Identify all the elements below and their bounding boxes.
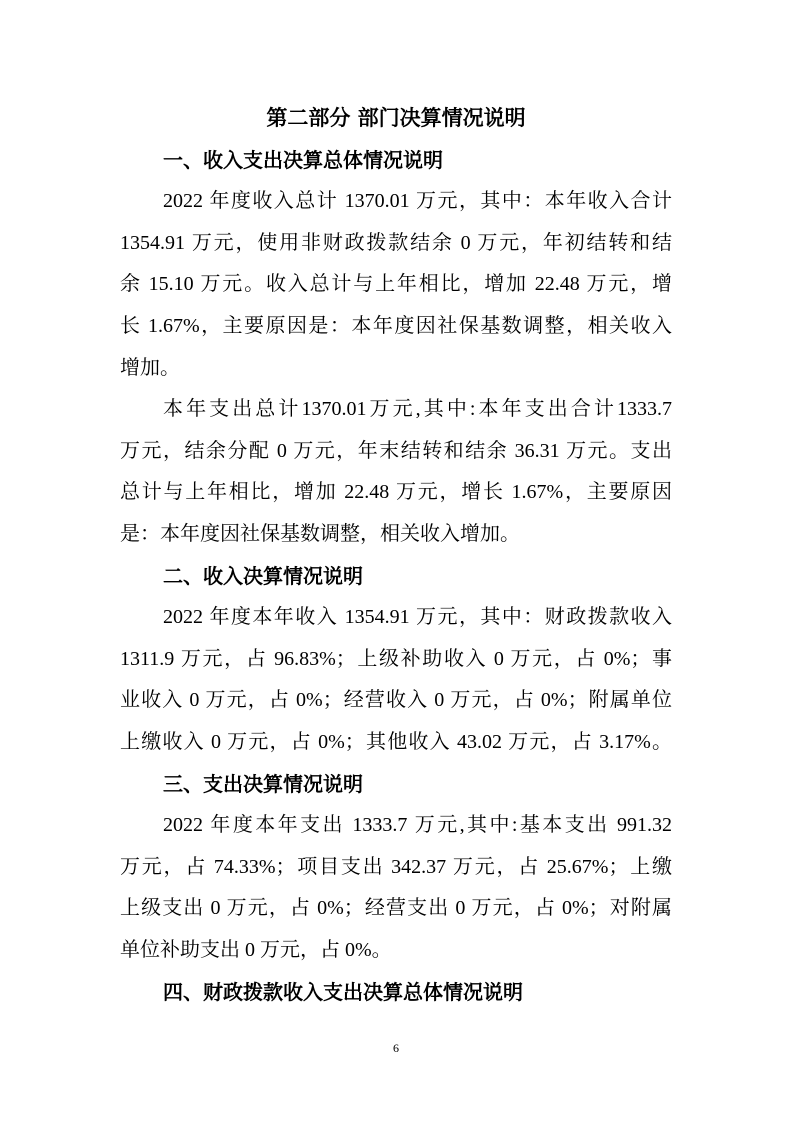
paragraph-line: 总计与上年相比，增加 22.48 万元，增长 1.67%，主要原因 [120,481,672,503]
paragraph-line: 单位补助支出 0 万元，占 0%。 [120,939,392,961]
page-title: 第二部分 部门决算情况说明 [266,106,526,130]
page-number: 6 [393,1041,399,1055]
paragraph-line: 是：本年度因社保基数调整，相关收入增加。 [120,523,520,545]
section-heading: 一、收入支出决算总体情况说明 [163,148,443,172]
paragraph-line: 1354.91 万元，使用非财政拨款结余 0 万元，年初结转和结 [120,232,672,254]
paragraph-line: 万元，占 74.33%；项目支出 342.37 万元，占 25.67%；上缴 [120,856,672,878]
paragraph-line: 1311.9 万元，占 96.83%；上级补助收入 0 万元，占 0%；事 [120,648,672,670]
paragraph-line: 万元，结余分配 0 万元，年末结转和结余 36.31 万元。支出 [120,440,672,462]
paragraph-line: 2022 年度本年收入 1354.91 万元，其中：财政拨款收入 [163,606,672,628]
paragraph-line: 长 1.67%，主要原因是：本年度因社保基数调整，相关收入 [120,315,672,337]
section-heading: 三、支出决算情况说明 [163,772,363,796]
section-heading: 二、收入决算情况说明 [163,564,363,588]
paragraph-line: 上级支出 0 万元，占 0%；经营支出 0 万元，占 0%；对附属 [120,897,672,919]
paragraph-line: 业收入 0 万元，占 0%；经营收入 0 万元，占 0%；附属单位 [120,689,672,711]
paragraph-line: 本年支出总计1370.01万元,其中:本年支出合计1333.7 [163,398,672,420]
paragraph-line: 2022 年度本年支出 1333.7 万元,其中:基本支出 991.32 [163,814,672,836]
paragraph-line: 余 15.10 万元。收入总计与上年相比，增加 22.48 万元，增 [120,273,672,295]
section-heading: 四、财政拨款收入支出决算总体情况说明 [163,980,523,1004]
paragraph-line: 2022 年度收入总计 1370.01 万元，其中：本年收入合计 [163,190,672,212]
paragraph-line: 增加。 [120,357,180,379]
paragraph-line: 上缴收入 0 万元，占 0%；其他收入 43.02 万元，占 3.17%。 [120,731,672,753]
